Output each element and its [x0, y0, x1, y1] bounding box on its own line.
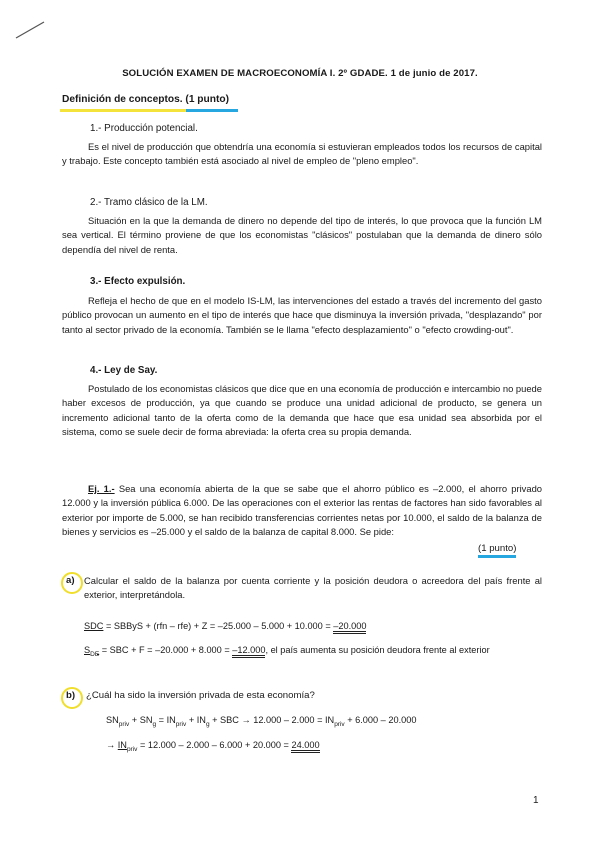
concept-3-heading: 3.- Efecto expulsión.	[90, 276, 186, 287]
part-b-label: b)	[66, 690, 76, 701]
pen-mark-icon	[14, 18, 46, 40]
eq-sn: SN	[106, 715, 119, 725]
eq-sub-priv-3: priv	[334, 720, 345, 728]
sdc-variable: SDC	[84, 621, 104, 631]
eq-plus-in: + IN	[186, 715, 206, 725]
eq-sub-g-2: g	[205, 720, 210, 728]
part-b-equation-1	[106, 715, 416, 728]
in-subscript: priv	[126, 745, 138, 753]
eq-equals-in: = IN	[156, 715, 176, 725]
sde-expression: = SBC + F = –20.000 + 8.000 =	[101, 645, 230, 655]
arrow-icon: →	[106, 740, 116, 750]
in-priv-variable	[117, 740, 138, 753]
part-a-question: Calcular el saldo de la balanza por cuenta corriente y la posición deudora o acreedora del país frente al exterior, interpretándola.	[84, 575, 542, 601]
eq-tail: + 6.000 – 20.000	[344, 715, 417, 725]
part-b-equation-2	[106, 740, 320, 753]
part-a-equation-1	[84, 621, 366, 631]
sde-symbol: S	[84, 645, 91, 655]
section-heading-text: Definición de conceptos.	[62, 94, 183, 105]
in-priv-expression: = 12.000 – 2.000 – 6.000 + 20.000 =	[137, 740, 289, 750]
eq-sub-priv-2: priv	[175, 720, 187, 728]
highlight-blue	[186, 109, 238, 112]
concept-2-text: Situación en la que la demanda de dinero no depende del tipo de interés, lo que provoca que la función LM sea vertical. El término proviene de que los economistas "clásicos" postulaban que la demanda de dinero sólo dependía del nivel de renta.	[62, 215, 542, 255]
eq-plus-sn: + SN	[129, 715, 153, 725]
exercise-points: (1 punto)	[478, 543, 516, 558]
section-heading	[62, 94, 229, 105]
eq-plus-sbc: + SBC → 12.000 – 2.000 = IN	[209, 715, 335, 725]
concept-4-heading: 4.- Ley de Say.	[90, 365, 158, 376]
part-a-label: a)	[66, 575, 75, 586]
in-symbol: IN	[117, 740, 127, 750]
part-b-question: ¿Cuál ha sido la inversión privada de esta economía?	[86, 690, 315, 701]
concept-1-heading: 1.- Producción potencial.	[90, 123, 198, 134]
sdc-result: –20.000	[333, 621, 366, 634]
exercise-label: Ej. 1.-	[88, 483, 115, 494]
in-priv-result: 24.000	[291, 740, 319, 753]
sde-result: –12.000	[232, 645, 265, 658]
sdc-expression: = SBByS + (rfn – rfe) + Z = –25.000 – 5.000 + 10.000 =	[105, 621, 331, 631]
sde-interpretation: , el país aumenta su posición deudora frente al exterior	[265, 645, 490, 655]
concept-2-heading: 2.- Tramo clásico de la LM.	[90, 197, 208, 208]
sde-subscript: DE	[90, 650, 100, 658]
exercise-statement	[62, 482, 542, 540]
highlight-yellow	[60, 109, 187, 112]
exercise-text: Sea una economía abierta de la que se sabe que el ahorro público es –2.000, el ahorro privado 12.000 y la inversión pública 6.000. De las operaciones con el exterior las rentas de factores han sido favorables al exterior por importe de 5.000, se han recibido transferencias corrientes netas por 10.000, el saldo de la balanza de bienes y servicios es –25.000 y el saldo de la balanza de capital 8.000. Se pide:	[62, 483, 542, 538]
concept-1-text: Es el nivel de producción que obtendría una economía si estuvieran empleados todos los recursos de capital y trabajo. Este concepto también está asociado al nivel de empleo de "pleno empleo".	[62, 141, 542, 167]
sde-variable	[84, 645, 100, 658]
section-points: (1 punto)	[185, 94, 229, 105]
eq-sub-priv-1: priv	[118, 720, 130, 728]
concept-4-text: Postulado de los economistas clásicos que dice que en una economía de producción e intercambio no puede haber excesos de producción, ya que cuando se produce una unidad adicional de producto, se genera un incremento adicional tanto de la oferta como de la demanda que hace que esa unidad sea absorbida por el sistema, como se suele decir de forma abreviada: la oferta crea su propia demanda.	[62, 383, 542, 438]
document-title: SOLUCIÓN EXAMEN DE MACROECONOMÍA I. 2º GDADE. 1 de junio de 2017.	[122, 68, 478, 79]
eq-sub-g-1: g	[152, 720, 157, 728]
page-number: 1	[533, 795, 539, 806]
part-a-equation-2	[84, 645, 490, 658]
concept-3-text: Refleja el hecho de que en el modelo IS-LM, las intervenciones del estado a través del incremento del gasto público provocan un aumento en el tipo de interés que hace que disminuya la inversión privada, "desplazando" por tanto al sector privado de la economía. También se le llama "efecto desplazamiento" o "efecto crowding-out".	[62, 295, 542, 335]
